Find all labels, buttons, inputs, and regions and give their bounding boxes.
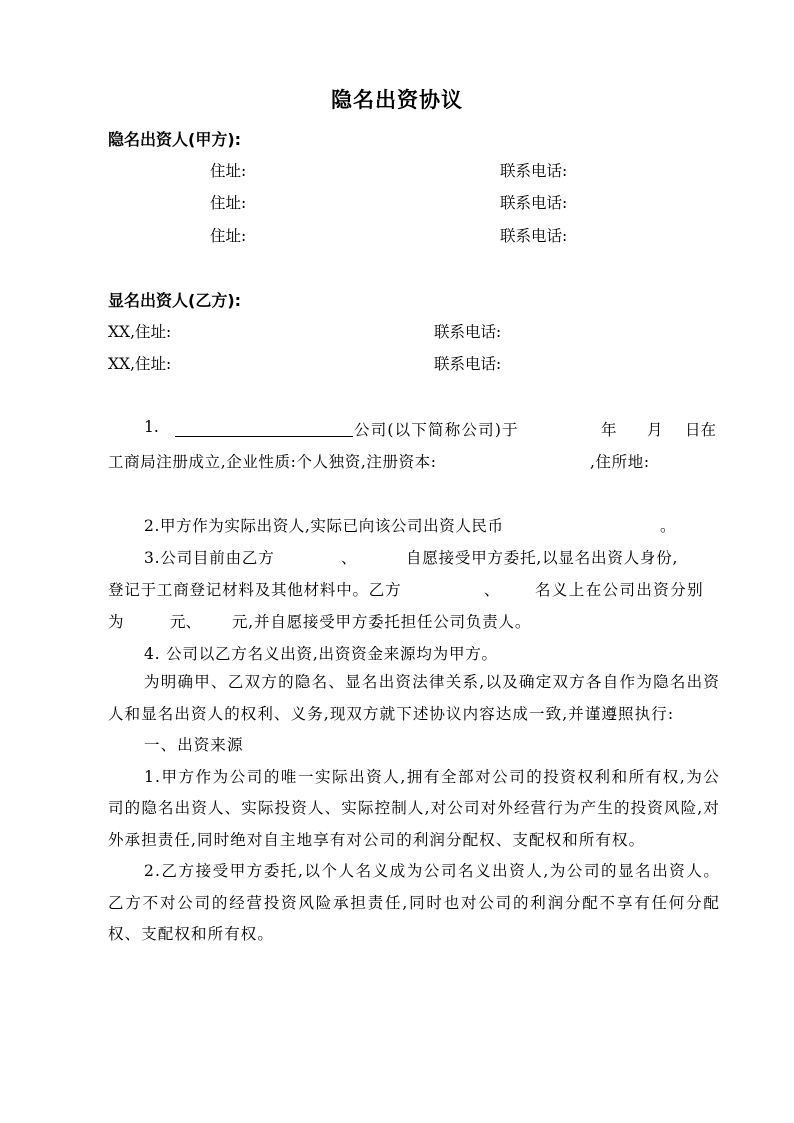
party-a-heading: 隐名出资人(甲方): bbox=[108, 130, 242, 149]
party-b-address-label-2: XX,住址: bbox=[108, 355, 172, 373]
party-a-phone-label-1: 联系电话: bbox=[500, 162, 568, 180]
clause-2-text: 2.甲方作为实际出资人,实际已向该公司出资人民币 bbox=[144, 517, 504, 535]
section-1-item-1: 1.甲方作为公司的唯一实际出资人,拥有全部对公司的投资权利和所有权,为公司的隐名出资人、实际投资人、实际控制人,对公司对外经营行为产生的投资风险,对外承担责任,同时绝对自主地享有对公司的利润分配权、支配权和所有权。 bbox=[108, 767, 720, 849]
party-b-phone-label-2: 联系电话: bbox=[434, 355, 502, 373]
clause-3-line3a: 为 bbox=[108, 613, 124, 631]
party-a-address-label-3: 住址: bbox=[210, 227, 247, 245]
clause-3-part-b: 、 bbox=[341, 549, 357, 567]
party-a-phone-label-3: 联系电话: bbox=[500, 227, 568, 245]
body-text bbox=[108, 667, 720, 951]
clause-3-part-c: 自愿接受甲方委托,以显名出资人身份, bbox=[406, 549, 679, 567]
clause-1-year: 年 bbox=[601, 421, 617, 439]
clause-1-line2a: 工商局注册成立,企业性质:个人独资,注册资本: bbox=[108, 453, 437, 471]
clause-1-day-end: 日在 bbox=[685, 421, 717, 439]
party-b-address-label-1: XX,住址: bbox=[108, 323, 172, 341]
section-1-heading: 一、出资来源 bbox=[144, 736, 244, 754]
party-a-address-label-2: 住址: bbox=[210, 194, 247, 212]
party-a-address-label-1: 住址: bbox=[210, 162, 247, 180]
clause-3-line2c: 名义上在公司出资分别 bbox=[535, 581, 705, 599]
party-b-heading: 显名出资人(乙方): bbox=[108, 291, 242, 310]
clause-4-text: 4. 公司以乙方名义出资,出资资金来源均为甲方。 bbox=[144, 645, 498, 663]
clause-1-line2b: ,住所地: bbox=[590, 453, 650, 471]
party-a-phone-label-2: 联系电话: bbox=[500, 194, 568, 212]
clause-3-part-a: 3.公司目前由乙方 bbox=[144, 549, 275, 567]
clause-1-month: 月 bbox=[647, 421, 663, 439]
clause-3-line2b: 、 bbox=[484, 581, 500, 599]
clause-1-part1: 公司(以下简称公司)于 bbox=[354, 421, 519, 439]
company-name-blank bbox=[175, 418, 353, 437]
party-b-phone-label-1: 联系电话: bbox=[434, 323, 502, 341]
document-title: 隐名出资协议 bbox=[331, 88, 463, 112]
clause-3-line3c: 元,并自愿接受甲方委托担任公司负责人。 bbox=[232, 613, 532, 631]
clause-3-line3b: 元、 bbox=[170, 613, 202, 631]
clause-2-end: 。 bbox=[660, 517, 676, 535]
clause-1-number: 1. bbox=[144, 418, 159, 436]
preamble-paragraph: 为明确甲、乙双方的隐名、显名出资法律关系,以及确定双方各自作为隐名出资人和显名出资人的权利、义务,现双方就下述协议内容达成一致,并谨遵照执行: bbox=[108, 673, 720, 723]
section-1-item-2: 2.乙方接受甲方委托,以个人名义成为公司名义出资人,为公司的显名出资人。乙方不对公司的经营投资风险承担责任,同时也对公司的利润分配不享有任何分配权、支配权和所有权。 bbox=[108, 862, 720, 943]
clause-3-line2a: 登记于工商登记材料及其他材料中。乙方 bbox=[108, 581, 402, 599]
